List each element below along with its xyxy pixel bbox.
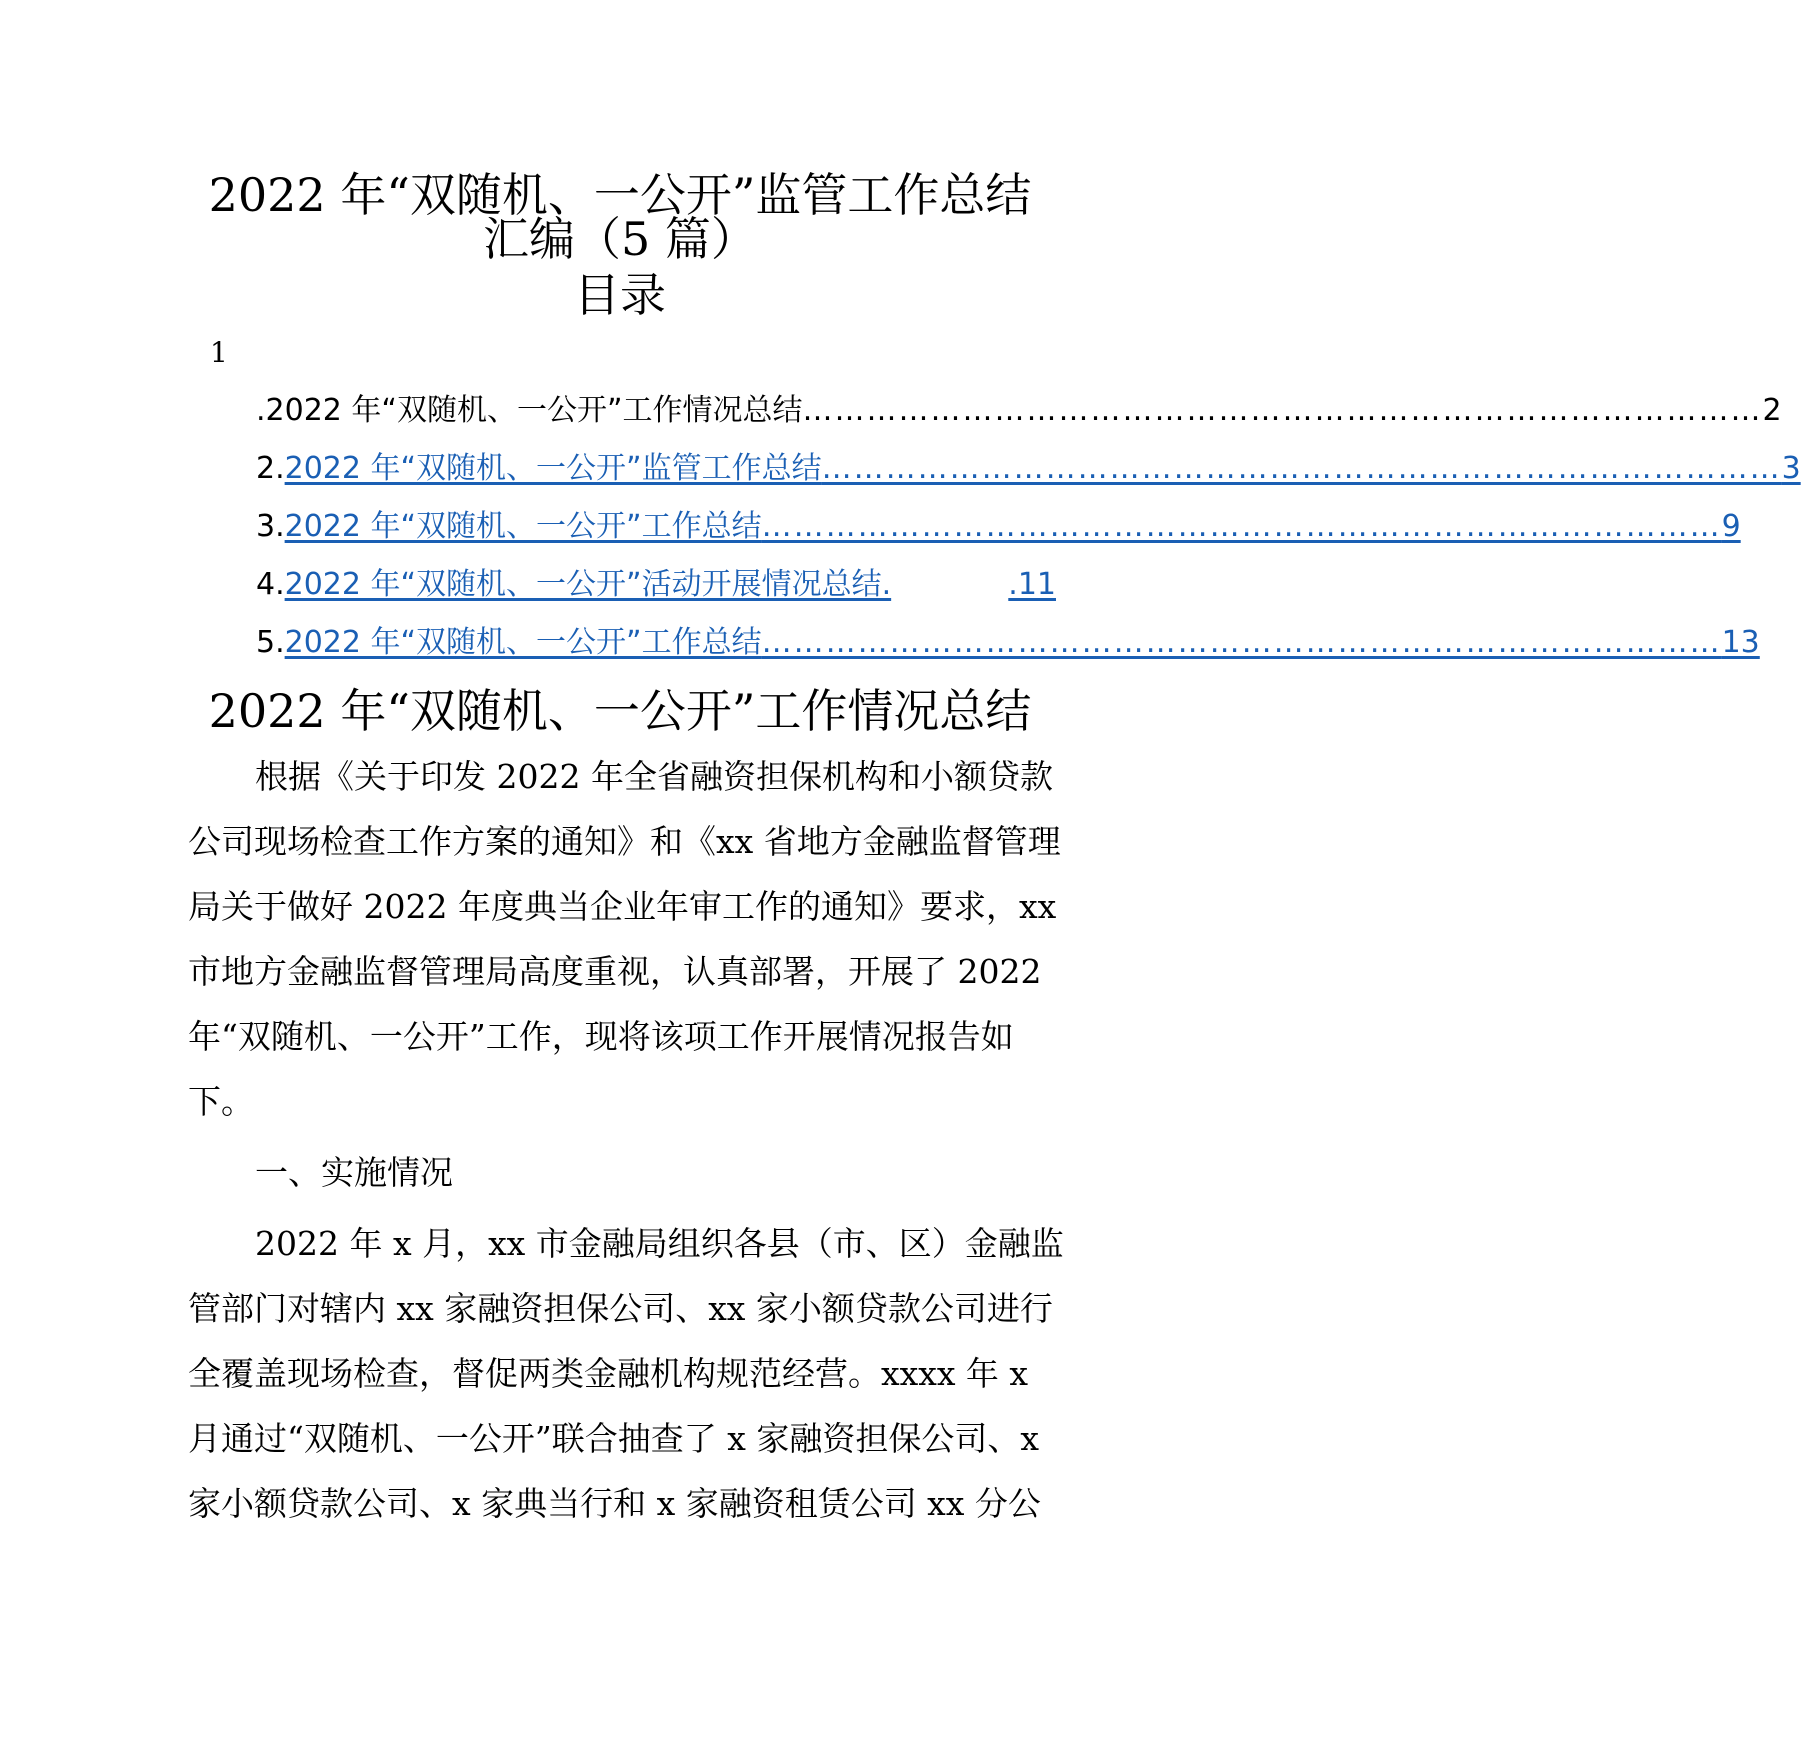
document-title-line-1: 2022 年“双随机、一公开”监管工作总结 xyxy=(208,168,1032,222)
toc-entry-link[interactable] xyxy=(285,507,1741,547)
toc-entry-1[interactable] xyxy=(256,391,1782,431)
toc-entry-link[interactable] xyxy=(285,449,1801,489)
toc-leader-dots: ……………………………………………………………………………… xyxy=(821,451,1782,486)
toc-entry-page: 3 xyxy=(1781,451,1801,486)
toc-entry-label: 2022 年“双随机、一公开”监管工作总结 xyxy=(284,451,822,486)
paragraph-implementation: 2022 年 x 月，xx 市金融局组织各县（市、区）金融监管部门对辖内 xx 家融资担保公司、xx 家小额贷款公司进行全覆盖现场检查，督促两类金融机构规范经营。xxxx 年 x 月通过“双随机、一公开”联合抽查了 x 家融资担保公司、x 家小额贷款公司、x 家典当行和 x 家融资租赁公司 xx 分公 xyxy=(188,1224,1064,1523)
toc-entry-page: 9 xyxy=(1721,509,1741,544)
toc-entry-3[interactable] xyxy=(256,507,1741,547)
toc-entry-prefix: 2. xyxy=(256,451,285,486)
toc-entry-prefix: 3. xyxy=(256,509,285,544)
paragraph-intro: 根据《关于印发 2022 年全省融资担保机构和小额贷款公司现场检查工作方案的通知》和《xx 省地方金融监督管理局关于做好 2022 年度典当企业年审工作的通知》要求，xx 市地方金融监督管理局高度重视，认真部署，开展了 2022 年“双随机、一公开”工作，现将该项工作开展情况报告如下。 xyxy=(188,757,1061,1121)
toc-entry-5[interactable] xyxy=(256,623,1760,663)
section-title: 2022 年“双随机、一公开”工作情况总结 xyxy=(208,684,1032,738)
toc-entry-4[interactable] xyxy=(256,565,1056,605)
toc-leader-dots xyxy=(891,565,1008,605)
toc-entry-page: 2 xyxy=(1762,393,1782,428)
toc-entry-label: 2022 年“双随机、一公开”活动开展情况总结. xyxy=(284,567,892,602)
toc-leader-dots: ……………………………………………………………………………… xyxy=(761,625,1722,660)
toc-entry-label: 2022 年“双随机、一公开”工作总结 xyxy=(284,625,762,660)
toc-entry-prefix: 5. xyxy=(256,625,285,660)
heading-implementation: 一、实施情况 xyxy=(255,1153,453,1192)
toc-entry-page: .11 xyxy=(1008,567,1056,602)
toc-entry-label: 2022 年“双随机、一公开”工作情况总结 xyxy=(265,393,803,428)
document-title-line-2: 汇编（5 篇） xyxy=(483,212,757,266)
toc-first-number: 1 xyxy=(210,336,228,369)
toc-leader-dots: ……………………………………………………………………………… xyxy=(761,509,1722,544)
toc-entry-link[interactable] xyxy=(285,623,1760,663)
body-text xyxy=(188,744,1068,1536)
toc-leader-dots: ……………………………………………………………………………… xyxy=(802,393,1763,428)
toc-entry-label: 2022 年“双随机、一公开”工作总结 xyxy=(284,509,762,544)
toc-entry-prefix: . xyxy=(256,393,266,428)
toc-entry-text xyxy=(266,391,1782,431)
toc-entry-2[interactable] xyxy=(256,449,1801,489)
toc-entry-prefix: 4. xyxy=(256,567,285,602)
toc-entry-link[interactable] xyxy=(285,565,1056,605)
toc-heading: 目录 xyxy=(574,268,666,322)
toc-entry-page: 13 xyxy=(1721,625,1760,660)
